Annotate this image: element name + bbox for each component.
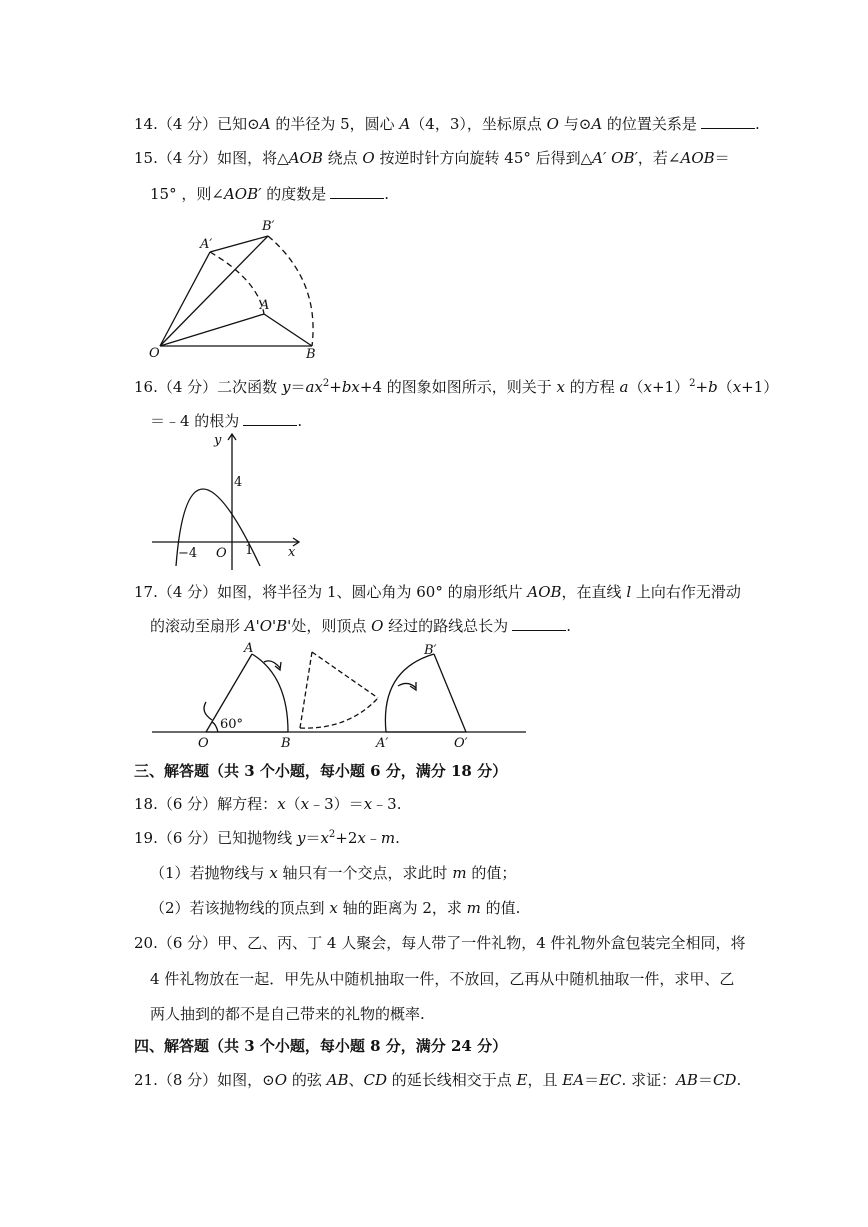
text: 如图，⊙ bbox=[217, 1071, 275, 1089]
question-17-line1 bbox=[134, 582, 741, 602]
text: （ bbox=[628, 378, 644, 396]
rotate-arrow-2 bbox=[398, 683, 416, 688]
label-a: A bbox=[260, 298, 270, 313]
question-number: 18.（6 分） bbox=[134, 795, 218, 813]
label-b: B bbox=[281, 736, 291, 751]
text: +2 bbox=[335, 829, 358, 847]
question-number: 14.（4 分） bbox=[134, 115, 218, 133]
var: m bbox=[466, 899, 481, 917]
var: A bbox=[259, 115, 271, 133]
var: ax bbox=[305, 378, 323, 396]
var: l bbox=[626, 583, 632, 601]
answer-blank bbox=[701, 114, 755, 129]
var: AOB bbox=[680, 149, 715, 167]
var: CD bbox=[712, 1071, 737, 1089]
label-a-prime: A′ bbox=[200, 237, 213, 252]
text: ＝﹣4 的根为 bbox=[150, 412, 240, 430]
question-16-line1 bbox=[134, 377, 778, 397]
text: 处，则顶点 bbox=[291, 617, 372, 635]
question-15-line1 bbox=[134, 148, 730, 168]
var: A′ OB′ bbox=[592, 149, 638, 167]
text: . bbox=[736, 1071, 742, 1089]
text: 的方程 bbox=[565, 378, 620, 396]
question-18 bbox=[134, 794, 401, 814]
text: 15° ，则∠ bbox=[150, 185, 224, 203]
text: （2）若该抛物线的顶点到 bbox=[150, 899, 330, 917]
text: 的半径为 5，圆心 bbox=[270, 115, 400, 133]
var: AOB bbox=[527, 583, 562, 601]
text: . 求证： bbox=[621, 1071, 677, 1089]
superscript: 2 bbox=[328, 829, 336, 840]
var: A'O'B' bbox=[244, 617, 292, 635]
question-19-part2 bbox=[150, 898, 520, 918]
var: x bbox=[363, 795, 373, 813]
arc-b bbox=[268, 236, 313, 346]
text: 的延长线相交于点 bbox=[387, 1071, 517, 1089]
text: 与⊙ bbox=[558, 115, 592, 133]
text: ，在直线 bbox=[561, 583, 627, 601]
text: 已知抛物线 bbox=[217, 829, 297, 847]
question-number: 16.（4 分） bbox=[134, 378, 218, 396]
var: AB bbox=[326, 1071, 349, 1089]
text: 轴只有一个交点，求此时 bbox=[277, 864, 453, 882]
text: （4，3），坐标原点 bbox=[410, 115, 547, 133]
text: ﹣3）＝ bbox=[309, 795, 364, 813]
question-20-line3: 两人抽到的都不是自己带来的礼物的概率. bbox=[150, 1005, 425, 1023]
question-14 bbox=[134, 114, 760, 134]
var: O bbox=[274, 1071, 288, 1089]
text: . bbox=[566, 617, 571, 635]
text: 的值； bbox=[466, 864, 517, 882]
question-15-line2 bbox=[150, 184, 389, 204]
var: O bbox=[546, 115, 559, 133]
var: CD bbox=[363, 1071, 387, 1089]
text: . bbox=[297, 412, 303, 430]
text: . bbox=[384, 185, 390, 203]
text: +1） bbox=[741, 378, 779, 396]
text: ＝ bbox=[714, 149, 730, 167]
var: E bbox=[516, 1071, 528, 1089]
label-o: O bbox=[149, 346, 160, 361]
rotate-arrow-1 bbox=[264, 661, 280, 668]
figure-rotation bbox=[140, 210, 340, 362]
text: ，且 bbox=[527, 1071, 563, 1089]
question-number: 17.（4 分） bbox=[134, 583, 218, 601]
text: ＝ bbox=[584, 1071, 600, 1089]
question-number: 15.（4 分） bbox=[134, 149, 218, 167]
figure-parabola bbox=[148, 430, 308, 575]
text: （1）若抛物线与 bbox=[150, 864, 270, 882]
var: y bbox=[281, 378, 291, 396]
sector-o-b-prime bbox=[434, 654, 466, 732]
var: EA bbox=[562, 1071, 585, 1089]
text: 的位置关系是 bbox=[602, 115, 697, 133]
var: A bbox=[591, 115, 603, 133]
question-number: 19.（6 分） bbox=[134, 829, 218, 847]
label-minus-four: −4 bbox=[178, 546, 198, 561]
arc-a bbox=[210, 252, 264, 314]
label-o: O bbox=[198, 736, 209, 751]
text: 二次函数 bbox=[217, 378, 282, 396]
var: x bbox=[269, 864, 278, 882]
text: 如图，将△ bbox=[217, 149, 289, 167]
label-origin: O bbox=[216, 546, 227, 561]
text: +4 的图象如图所示，则关于 bbox=[359, 378, 557, 396]
answer-blank bbox=[512, 616, 566, 631]
label-y: y bbox=[214, 433, 222, 448]
var: a bbox=[619, 378, 629, 396]
section-4-heading: 四、解答题（共 3 个小题，每小题 8 分，满分 24 分） bbox=[134, 1037, 508, 1055]
label-angle: 60° bbox=[220, 717, 244, 732]
text: + bbox=[695, 378, 709, 396]
label-a: A bbox=[244, 641, 254, 656]
var: m bbox=[380, 829, 396, 847]
question-21 bbox=[134, 1070, 741, 1090]
answer-blank bbox=[243, 411, 297, 426]
sector-dashed bbox=[300, 652, 378, 728]
var: x bbox=[329, 899, 338, 917]
text: 按逆时针方向旋转 45° 后得到△ bbox=[374, 149, 593, 167]
var: A bbox=[399, 115, 411, 133]
label-o-prime: O′ bbox=[454, 736, 468, 751]
angle-mark bbox=[212, 722, 218, 732]
text: 如图，将半径为 1、圆心角为 60° 的扇形纸片 bbox=[217, 583, 528, 601]
label-one: 1 bbox=[245, 543, 254, 558]
figure-rolling-sector bbox=[148, 640, 532, 752]
text: . bbox=[754, 115, 760, 133]
var: O bbox=[371, 617, 384, 635]
label-a-prime: A′ bbox=[376, 736, 389, 751]
var: bx bbox=[341, 378, 360, 396]
text: 已知⊙ bbox=[217, 115, 260, 133]
label-b: B bbox=[306, 347, 316, 362]
label-b-prime: B′ bbox=[262, 219, 275, 234]
var: x bbox=[300, 795, 310, 813]
question-20-line2: 4 件礼物放在一起．甲先从中随机抽取一件，不放回，乙再从中随机抽取一件，求甲、乙 bbox=[150, 970, 735, 988]
question-16-line2 bbox=[150, 411, 302, 431]
text: +1） bbox=[651, 378, 690, 396]
text: 经过的路线总长为 bbox=[383, 617, 509, 635]
text: 、 bbox=[348, 1071, 364, 1089]
var: x bbox=[277, 795, 286, 813]
text: ＝ bbox=[697, 1071, 713, 1089]
var: x bbox=[357, 829, 366, 847]
var: x bbox=[732, 378, 742, 396]
text: ＝ bbox=[290, 378, 306, 396]
text: 解方程： bbox=[217, 795, 278, 813]
question-20-line1: 20.（6 分）甲、乙、丙、丁 4 人聚会，每人带了一件礼物，4 件礼物外盒包装完全相同，将 bbox=[134, 934, 746, 952]
var: x bbox=[320, 829, 329, 847]
superscript: 2 bbox=[322, 378, 330, 389]
question-17-line2 bbox=[150, 616, 571, 636]
var: y bbox=[296, 829, 306, 847]
text: （ bbox=[717, 378, 733, 396]
superscript: 2 bbox=[689, 378, 696, 389]
var: x bbox=[556, 378, 565, 396]
text: 的滚动至扇形 bbox=[150, 617, 245, 635]
var: AB bbox=[676, 1071, 698, 1089]
segment-oa-prime bbox=[160, 252, 210, 346]
text: 轴的距离为 2，求 bbox=[337, 899, 467, 917]
text: 的度数是 bbox=[261, 185, 327, 203]
text: 绕点 bbox=[322, 149, 363, 167]
answer-blank bbox=[330, 184, 384, 199]
var: O bbox=[362, 149, 375, 167]
text: ﹣3. bbox=[372, 795, 402, 813]
var: AOB′ bbox=[223, 185, 262, 203]
label-four: 4 bbox=[234, 475, 243, 490]
text: 的弦 bbox=[287, 1071, 327, 1089]
text: 的值. bbox=[480, 899, 521, 917]
var: b bbox=[708, 378, 718, 396]
sector-arc-prime bbox=[385, 654, 434, 732]
label-x: x bbox=[288, 545, 296, 560]
var: AOB bbox=[288, 149, 323, 167]
text: （ bbox=[285, 795, 301, 813]
question-19-part1 bbox=[150, 863, 516, 883]
sector-arc bbox=[252, 654, 288, 732]
rotate-arrow-left bbox=[204, 702, 212, 720]
segment-ab bbox=[264, 314, 312, 346]
text: ﹣ bbox=[365, 829, 381, 847]
var: EC bbox=[599, 1071, 622, 1089]
var: x bbox=[643, 378, 652, 396]
question-19 bbox=[134, 828, 400, 848]
question-number: 21.（8 分） bbox=[134, 1071, 218, 1089]
text: . bbox=[395, 829, 400, 847]
text: + bbox=[329, 378, 342, 396]
label-b-prime: B′ bbox=[424, 643, 437, 658]
text: ＝ bbox=[305, 829, 321, 847]
section-3-heading: 三、解答题（共 3 个小题，每小题 6 分，满分 18 分） bbox=[134, 762, 508, 780]
text: 上向右作无滑动 bbox=[631, 583, 741, 601]
var: m bbox=[452, 864, 467, 882]
text: ，若∠ bbox=[637, 149, 681, 167]
